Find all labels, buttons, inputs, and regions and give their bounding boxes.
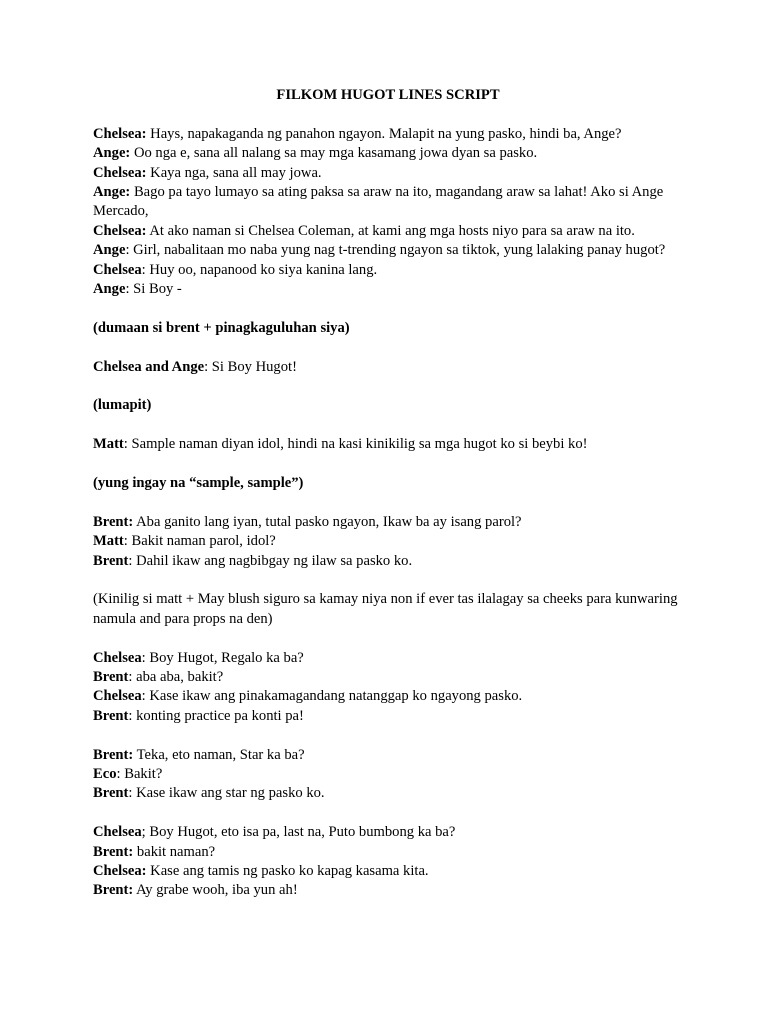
dialogue-text: Oo nga e, sana all nalang sa may mga kasamang jowa dyan sa pasko. <box>130 145 538 162</box>
dialogue-text: At ako naman si Chelsea Coleman, at kami ang mga hosts niyo para sa araw na ito. <box>146 222 635 239</box>
dialogue-text: : Girl, nabalitaan mo naba yung nag t-trending ngayon sa tiktok, yung lalaking panay hugot? <box>125 242 666 259</box>
blank-line <box>93 299 683 318</box>
dialogue-text: : Dahil ikaw ang nagbibgay ng ilaw sa pasko ko. <box>128 552 413 569</box>
speaker-name: Chelsea <box>93 649 142 666</box>
dialogue-line <box>93 532 683 551</box>
dialogue-line <box>93 649 683 668</box>
dialogue-line <box>93 862 683 881</box>
dialogue-text: Hays, napakaganda ng panahon ngayon. Malapit na yung pasko, hindi ba, Ange? <box>146 125 622 142</box>
dialogue-line <box>93 746 683 765</box>
dialogue-line <box>93 280 683 299</box>
blank-line <box>93 804 683 823</box>
dialogue-text: : Kase ikaw ang pinakamagandang natanggap ko ngayong pasko. <box>141 688 523 705</box>
stage-note: (Kinilig si matt + May blush siguro sa kamay niya non if ever tas ilalagay sa cheeks para kunwaring namula and para props na den) <box>93 591 678 627</box>
dialogue-line <box>93 261 683 280</box>
speaker-name: Chelsea and Ange <box>93 358 205 375</box>
dialogue-text: bakit naman? <box>133 843 216 860</box>
speaker-name: Brent: <box>93 882 134 899</box>
blank-line <box>93 377 683 396</box>
dialogue-text: : Si Boy - <box>125 281 182 298</box>
dialogue-text: Aba ganito lang iyan, tutal pasko ngayon, Ikaw ba ay isang parol? <box>133 513 522 530</box>
dialogue-text: Bago pa tayo lumayo sa ating paksa sa araw na ito, magandang araw sa lahat! Ako si Ange Mercado, <box>93 184 664 220</box>
dialogue-line <box>93 435 683 454</box>
speaker-name: Brent: <box>93 843 134 860</box>
dialogue-text: Teka, eto naman, Star ka ba? <box>133 746 305 763</box>
dialogue-line <box>93 222 683 241</box>
speaker-name: Chelsea: <box>93 164 147 181</box>
dialogue-line <box>93 843 683 862</box>
dialogue-line <box>93 687 683 706</box>
dialogue-text: : aba aba, bakit? <box>128 669 224 686</box>
dialogue-line <box>93 164 683 183</box>
speaker-name: Brent <box>93 707 129 724</box>
dialogue-text: : konting practice pa konti pa! <box>128 707 304 724</box>
dialogue-text: : Sample naman diyan idol, hindi na kasi kinikilig sa mga hugot ko si beybi ko! <box>123 436 588 453</box>
speaker-name: Brent <box>93 785 129 802</box>
stage-direction: (yung ingay na “sample, sample”) <box>93 475 304 492</box>
blank-line <box>93 493 683 512</box>
dialogue-line <box>93 183 683 222</box>
speaker-name: Matt <box>93 436 124 453</box>
speaker-name: Ange: <box>93 145 131 162</box>
dialogue-line <box>93 823 683 842</box>
blank-line <box>93 726 683 745</box>
dialogue-text: : Bakit naman parol, idol? <box>123 533 276 550</box>
dialogue-line <box>93 144 683 163</box>
dialogue-line <box>93 784 683 803</box>
dialogue-text: : Kase ikaw ang star ng pasko ko. <box>128 785 325 802</box>
speaker-name: Brent <box>93 552 129 569</box>
speaker-name: Chelsea: <box>93 863 147 880</box>
speaker-name: Ange <box>93 281 126 298</box>
dialogue-text: : Boy Hugot, Regalo ka ba? <box>141 649 304 666</box>
blank-line <box>93 338 683 357</box>
dialogue-text: ; Boy Hugot, eto isa pa, last na, Puto bumbong ka ba? <box>141 824 456 841</box>
dialogue-text: : Bakit? <box>116 766 163 783</box>
speaker-name: Matt <box>93 533 124 550</box>
dialogue-line <box>93 358 683 377</box>
dialogue-lines <box>93 125 683 901</box>
speaker-name: Eco <box>93 766 117 783</box>
blank-line <box>93 455 683 474</box>
dialogue-line <box>93 668 683 687</box>
dialogue-line <box>93 552 683 571</box>
blank-line <box>93 629 683 648</box>
speaker-name: Ange: <box>93 184 131 201</box>
dialogue-line <box>93 513 683 532</box>
stage-direction: (lumapit) <box>93 397 152 414</box>
speaker-name: Chelsea <box>93 688 142 705</box>
dialogue-text: : Huy oo, napanood ko siya kanina lang. <box>141 261 378 278</box>
dialogue-text: Kase ang tamis ng pasko ko kapag kasama kita. <box>146 863 429 880</box>
speaker-name: Brent <box>93 669 129 686</box>
speaker-name: Chelsea <box>93 824 142 841</box>
dialogue-line <box>93 881 683 900</box>
speaker-name: Ange <box>93 242 126 259</box>
document-title: FILKOM HUGOT LINES SCRIPT <box>276 87 500 103</box>
dialogue-line <box>93 125 683 144</box>
dialogue-line <box>93 765 683 784</box>
stage-direction: (dumaan si brent + pinagkaguluhan siya) <box>93 319 350 336</box>
blank-line <box>93 571 683 590</box>
dialogue-text: : Si Boy Hugot! <box>204 358 297 375</box>
dialogue-text: Kaya nga, sana all may jowa. <box>146 164 322 181</box>
speaker-name: Brent: <box>93 746 134 763</box>
dialogue-line <box>93 707 683 726</box>
speaker-name: Brent: <box>93 513 134 530</box>
speaker-name: Chelsea: <box>93 222 147 239</box>
blank-line <box>93 416 683 435</box>
speaker-name: Chelsea <box>93 261 142 278</box>
speaker-name: Chelsea: <box>93 125 147 142</box>
dialogue-line <box>93 241 683 260</box>
dialogue-text: Ay grabe wooh, iba yun ah! <box>133 882 298 899</box>
script-body <box>93 86 683 901</box>
